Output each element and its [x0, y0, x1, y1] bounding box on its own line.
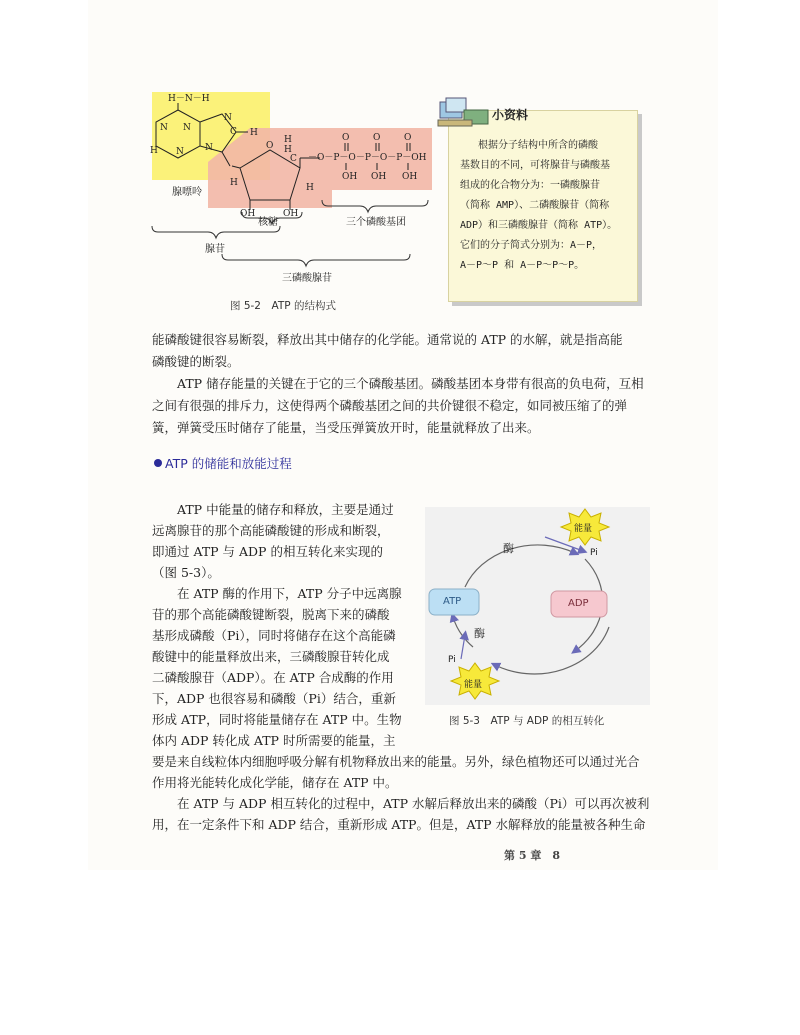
text-line: 体内 ADP 转化成 ATP 时所需要的能量，主	[152, 733, 396, 748]
text-line: ATP 中能量的储存和释放，主要是通过	[152, 502, 394, 517]
svg-text:OH: OH	[402, 172, 418, 182]
svg-text:N: N	[176, 147, 184, 157]
info-line: 基数目的不同，可将腺苷与磷酸基	[460, 160, 610, 171]
text-line: 能磷酸键很容易断裂，释放出其中储存的化学能。通常说的 ATP 的水解，就是指高能	[152, 332, 623, 347]
adenosine-label: 腺苷	[205, 244, 225, 255]
enzyme-label-top: 酶	[503, 542, 514, 555]
svg-text:N: N	[183, 123, 191, 133]
svg-text:C: C	[290, 154, 297, 164]
section-heading-text: ATP 的储能和放能过程	[165, 456, 292, 471]
text-line: 用，在一定条件下和 ADP 结合，重新形成 ATP。但是，ATP 水解释放的能量被各种生命	[152, 817, 646, 832]
text-line: 在 ATP 与 ADP 相互转化的过程中，ATP 水解后释放出来的磷酸（Pi）可以再次被利	[152, 796, 650, 811]
text-line: 作用将光能转化成化学能，储存在 ATP 中。	[152, 775, 398, 790]
svg-text:OH: OH	[371, 172, 387, 182]
ribose-label: 核糖	[258, 217, 278, 228]
svg-text:O: O	[373, 133, 381, 143]
svg-text:H: H	[250, 128, 258, 138]
text-line: 在 ATP 酶的作用下，ATP 分子中远离腺	[152, 586, 402, 601]
computer-icon	[436, 96, 496, 130]
svg-text:－O－P－O－P－O－P－OH: －O－P－O－P－O－P－OH	[308, 153, 427, 163]
info-line: ADP）和三磷酸腺苷（简称 ATP）。	[460, 220, 618, 231]
text-line: 形成 ATP，同时将能量储存在 ATP 中。生物	[152, 712, 402, 727]
bullet-dot	[154, 459, 162, 467]
info-line: A－P～P 和 A－P～P～P。	[460, 260, 585, 271]
enzyme-label-bottom: 酶	[474, 627, 485, 640]
pi-label-bottom: Pi	[448, 655, 456, 665]
info-line: 组成的化合物分为：一磷酸腺苷	[460, 180, 600, 191]
figure-5-3-caption: 图 5-3 ATP 与 ADP 的相互转化	[449, 715, 605, 727]
svg-text:N: N	[160, 123, 168, 133]
text-line: 下，ADP 也很容易和磷酸（Pi）结合，重新	[152, 691, 396, 706]
atp-structure-figure	[0, 0, 800, 330]
text-line: 簧，弹簧受压时储存了能量，当受压弹簧放开时，能量就释放了出来。	[152, 420, 540, 435]
text-line: 二磷酸腺苷（ADP）。在 ATP 合成酶的作用	[152, 670, 394, 685]
text-line: 远离腺苷的那个高能磷酸键的形成和断裂，	[152, 523, 390, 538]
text-line: 苷的那个高能磷酸键断裂，脱离下来的磷酸	[152, 607, 390, 622]
info-line: 它们的分子简式分别为：A－P，	[460, 240, 603, 251]
svg-text:H: H	[284, 135, 292, 145]
figure-5-2-caption: 图 5-2 ATP 的结构式	[230, 300, 336, 312]
adenine-label: 腺嘌呤	[172, 187, 202, 198]
text-line: 即通过 ATP 与 ADP 的相互转化来实现的	[152, 544, 383, 559]
text-line: ATP 储存能量的关键在于它的三个磷酸基团。磷酸基团本身带有很高的负电荷，互相	[152, 376, 644, 391]
svg-text:OH: OH	[342, 172, 358, 182]
cycle-arc-top	[465, 545, 575, 587]
cycle-arc-left	[453, 617, 473, 647]
atp-name-label: 三磷酸腺苷	[282, 273, 332, 284]
page-footer: 第 5 章 8	[504, 849, 560, 862]
info-line: 根据分子结构中所含的磷酸	[478, 140, 598, 151]
energy-label-bottom: 能量	[464, 680, 483, 690]
adp-label: ADP	[568, 598, 589, 609]
svg-text:O: O	[404, 133, 412, 143]
svg-text:O: O	[342, 133, 350, 143]
text-line: 之间有很强的排斥力，这使得两个磷酸基团之间的共价键很不稳定，如同被压缩了的弹	[152, 398, 628, 413]
text-line: 要是来自线粒体内细胞呼吸分解有机物释放出来的能量。另外，绿色植物还可以通过光合	[152, 754, 640, 769]
three-phosphate-label: 三个磷酸基团	[346, 217, 406, 228]
svg-text:H: H	[150, 146, 158, 156]
text-line: 酸键中的能量释放出来，三磷酸腺苷转化成	[152, 649, 390, 664]
info-box-title: 小资料	[492, 108, 529, 122]
text-line: （图 5-3）。	[152, 565, 220, 580]
svg-text:N: N	[205, 143, 213, 153]
svg-text:C: C	[230, 127, 237, 137]
info-box-text	[460, 136, 632, 276]
info-line: （简称 AMP）、二磷酸腺苷（简称	[460, 200, 610, 211]
pi-label-top: Pi	[590, 548, 598, 558]
pi-intake-arrow	[461, 635, 465, 659]
ribose-highlight	[208, 128, 432, 208]
svg-text:H: H	[284, 145, 292, 155]
section-heading	[154, 454, 292, 472]
svg-text:H: H	[230, 178, 238, 188]
energy-label-top: 能量	[574, 524, 593, 534]
svg-text:OH: OH	[240, 209, 256, 219]
svg-text:N: N	[224, 113, 232, 123]
atp-label: ATP	[443, 596, 462, 607]
svg-text:H: H	[306, 183, 314, 193]
svg-text:O: O	[266, 141, 274, 151]
text-line: 磷酸键的断裂。	[152, 354, 240, 369]
text-line: 基形成磷酸（Pi），同时将储存在这个高能磷	[152, 628, 396, 643]
svg-text:OH: OH	[283, 209, 299, 219]
svg-text:H－N－H: H－N－H	[168, 94, 210, 104]
